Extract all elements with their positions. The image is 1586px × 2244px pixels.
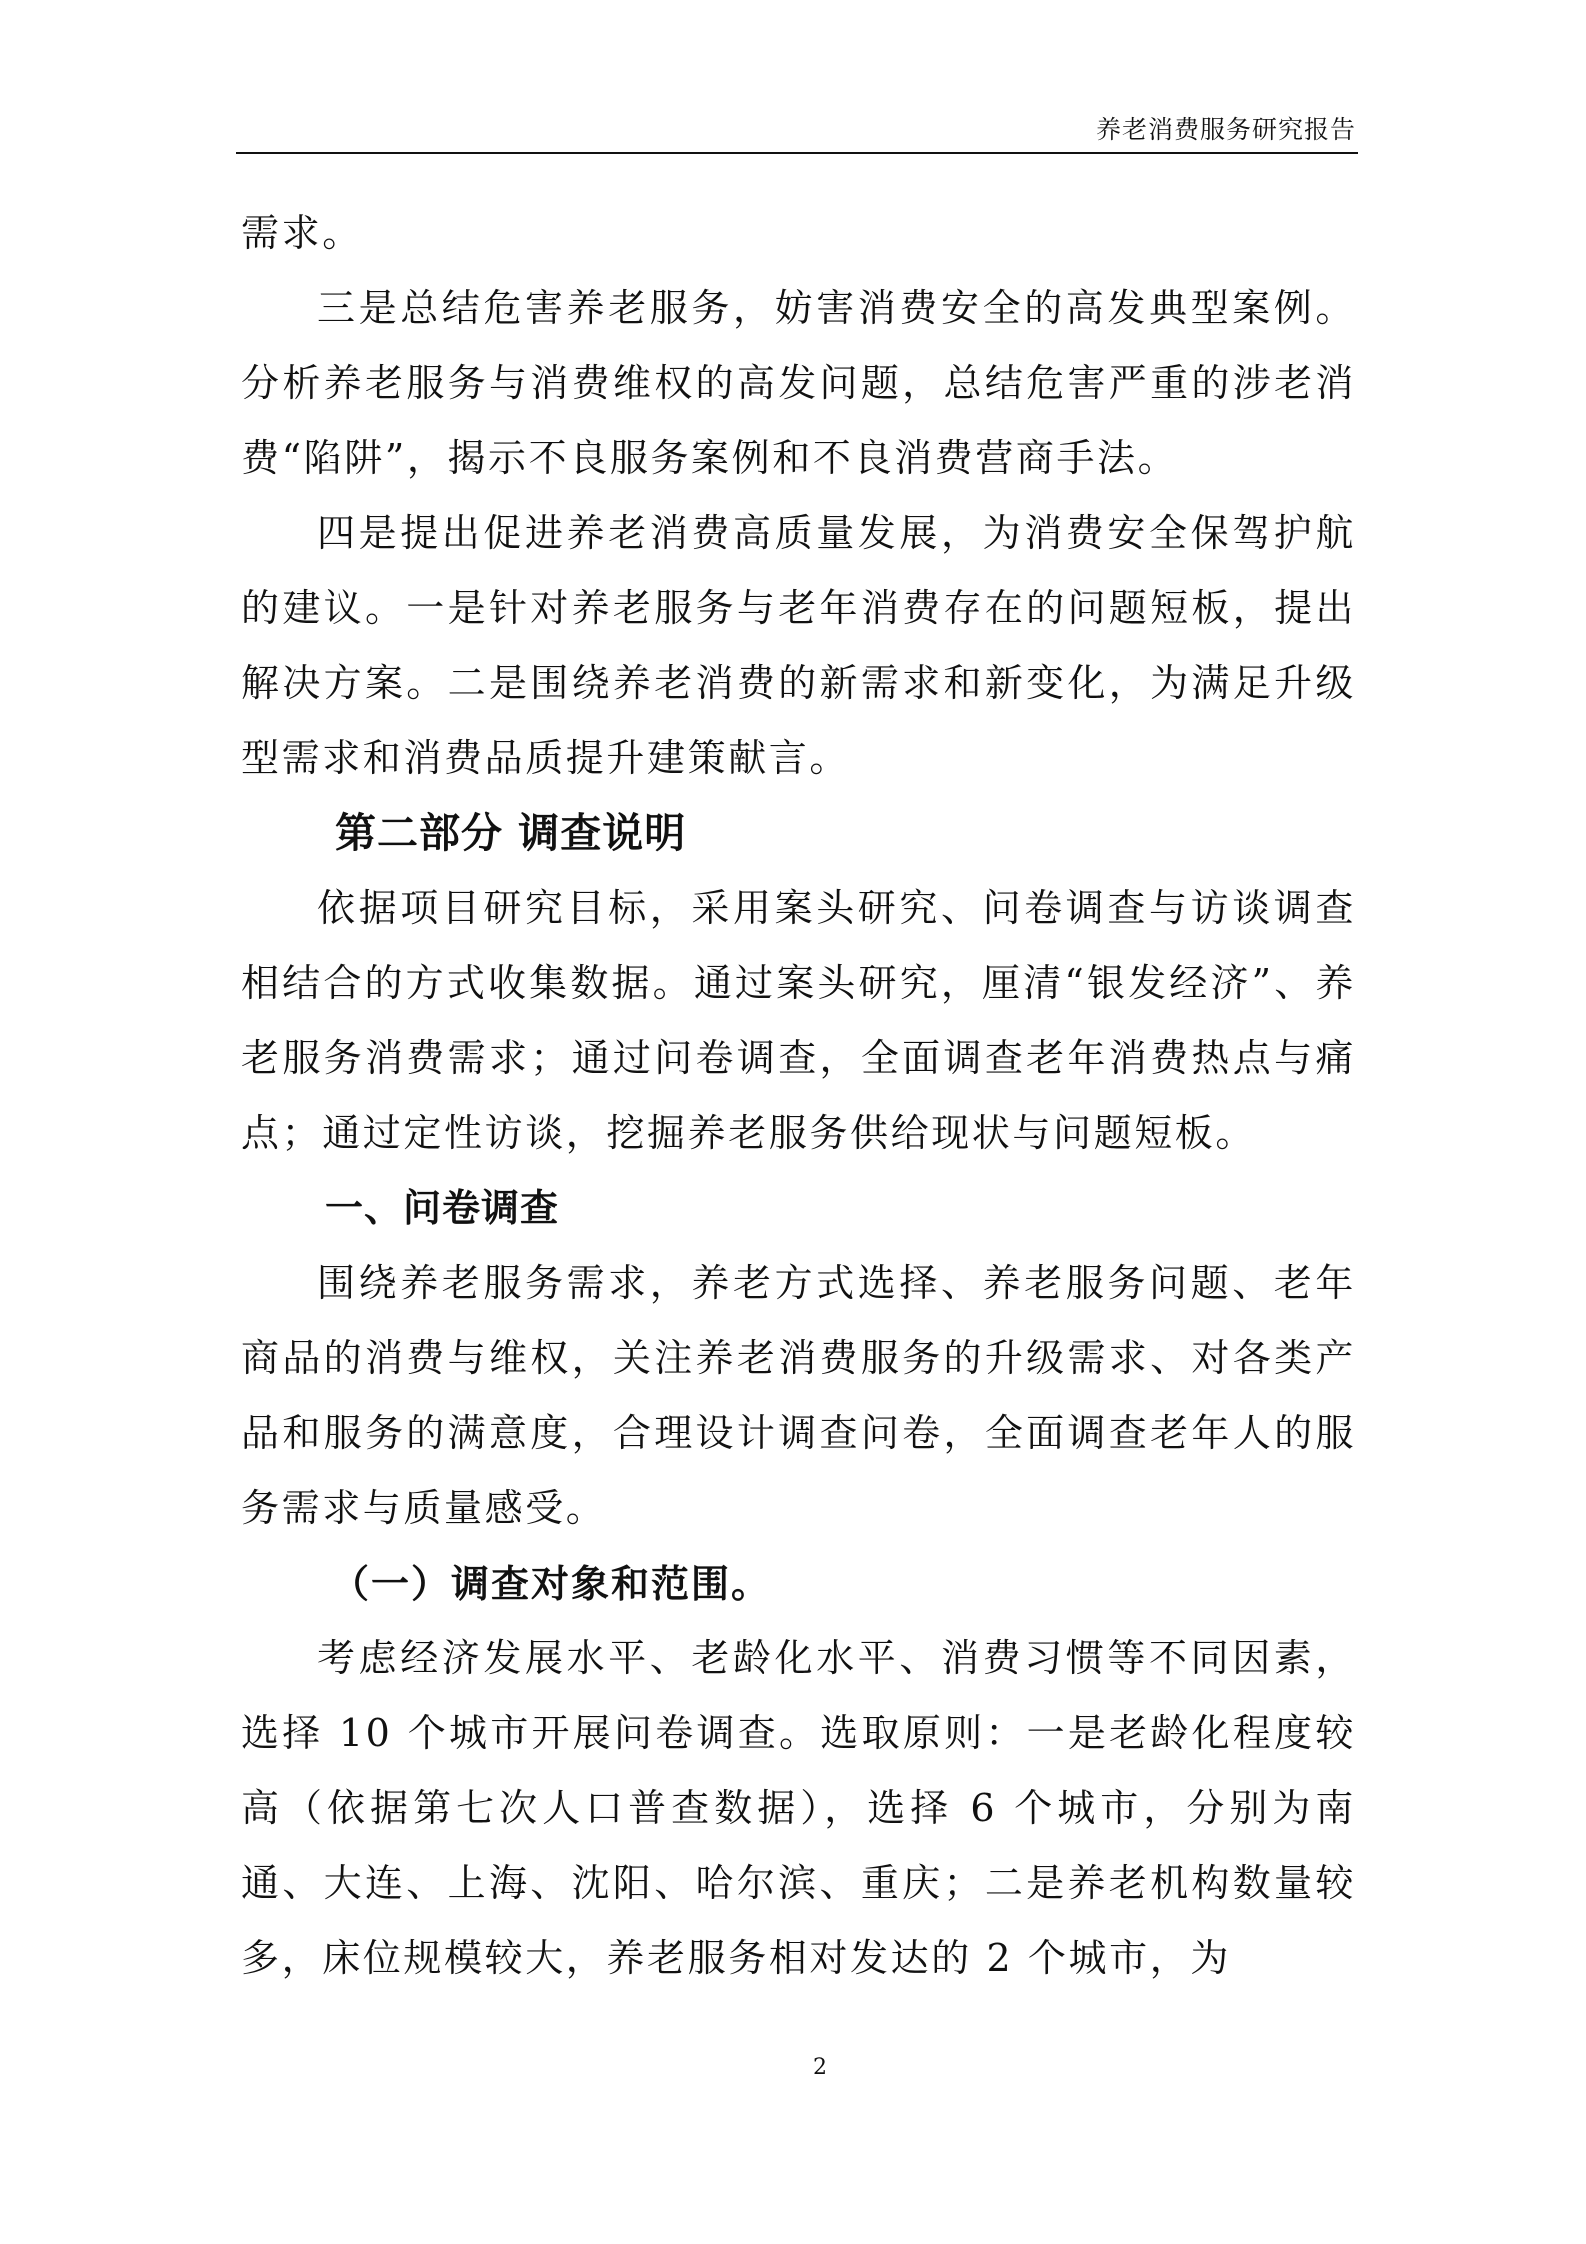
header-divider (236, 152, 1358, 154)
paragraph-survey-overview: 依据项目研究目标，采用案头研究、问卷调查与访谈调查相结合的方式收集数据。通过案头研究，厘清“银发经济”、养老服务消费需求；通过问卷调查，全面调查老年消费热点与痛点；通过定性访谈，挖掘养老服务供给现状与问题短板。 (241, 886, 1356, 1155)
survey-subject-heading: （一）调查对象和范围。 (331, 1561, 772, 1606)
paragraph-point-four: 四是提出促进养老消费高质量发展，为消费安全保驾护航的建议。一是针对养老服务与老年消费存在的问题短板，提出解决方案。二是围绕养老消费的新需求和新变化，为满足升级型需求和消费品质提升建策献言。 (241, 511, 1356, 780)
paragraph-continuation: 需求。 (241, 211, 363, 255)
body-content (241, 196, 1356, 1996)
part-two-heading: 第二部分 调查说明 (335, 809, 687, 857)
paragraph-questionnaire-scope: 围绕养老服务需求，养老方式选择、养老服务问题、老年商品的消费与维权，关注养老消费服务的升级需求、对各类产品和服务的满意度，合理设计调查问卷，全面调查老年人的服务需求与质量感受。 (241, 1261, 1356, 1530)
running-header: 养老消费服务研究报告 (1095, 115, 1356, 144)
questionnaire-heading: 一、问卷调查 (325, 1186, 560, 1230)
paragraph-point-three: 三是总结危害养老服务，妨害消费安全的高发典型案例。分析养老服务与消费维权的高发问题，总结危害严重的涉老消费“陷阱”，揭示不良服务案例和不良消费营商手法。 (241, 286, 1356, 480)
page-number: 2 (813, 2055, 827, 2080)
paragraph-city-selection: 考虑经济发展水平、老龄化水平、消费习惯等不同因素，选择 10 个城市开展问卷调查。选取原则：一是老龄化程度较高（依据第七次人口普查数据），选择 6 个城市，分别为南通、大连、上海、沈阳、哈尔滨、重庆；二是养老机构数量较多，床位规模较大，养老服务相对发达的 2 个城市，为 (241, 1636, 1356, 1980)
